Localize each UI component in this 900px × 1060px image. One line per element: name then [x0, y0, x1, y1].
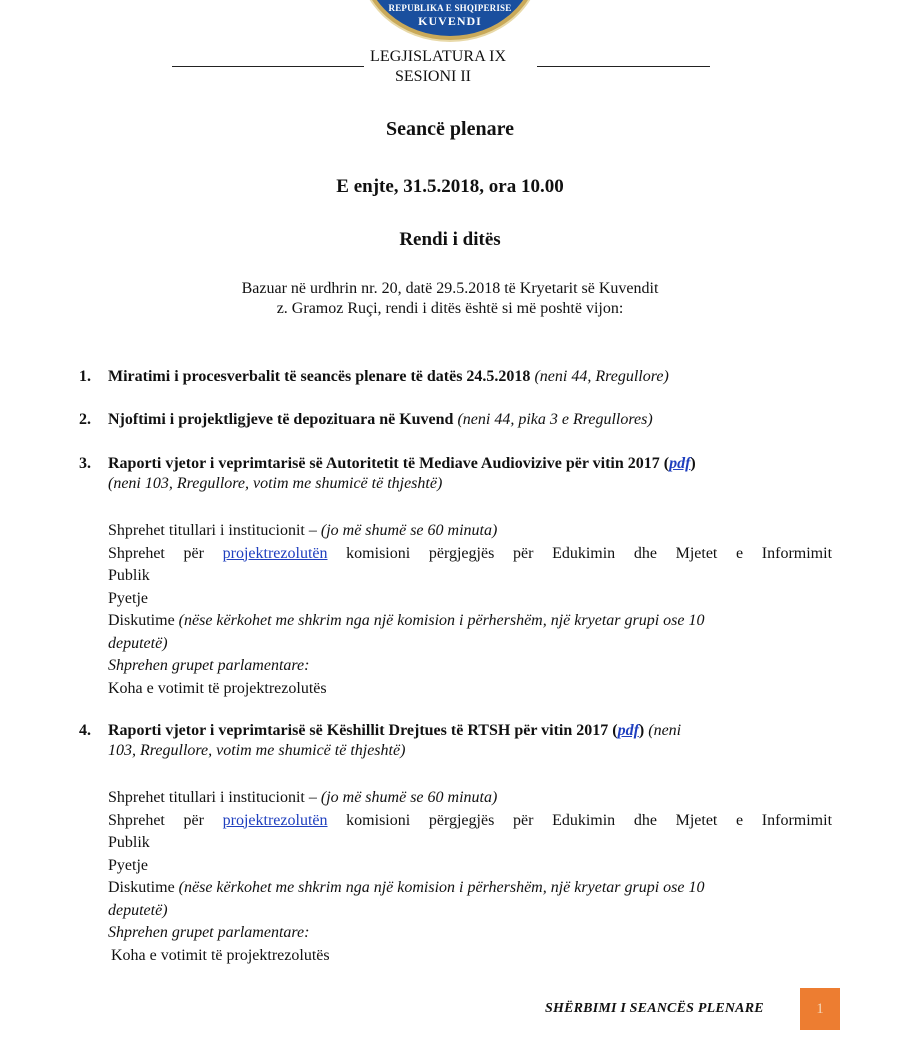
agenda-item-note: (neni 44, Rregullore) [534, 368, 669, 385]
seal-text-republic: REPUBLIKA E SHQIPERISE [388, 3, 512, 13]
footer-service-label: SHËRBIMI I SEANCËS PLENARE [545, 1001, 764, 1016]
agenda-item-title: Raporti vjetor i veprimtarisë së Autoritetit të Mediave Audiovizive për vitin 2017 [108, 455, 660, 472]
date-line: E enjte, 31.5.2018, ora 10.00 [336, 176, 564, 197]
agenda-item-note: (neni 44, pika 3 e Rregullores) [457, 411, 653, 428]
agenda-item-number: 3. [79, 455, 91, 472]
committee-cont: Publik [108, 834, 150, 851]
committee-rest: komisioni përgjegjës për Edukimin dhe Mjetet e Informimit [346, 544, 833, 562]
page-number-badge: 1 [800, 988, 840, 1030]
agenda-item-3: 3. Raporti vjetor i veprimtarisë së Autoritetit të Mediave Audiovizive për vitin 2017 (pdf) (neni 103, Rregullore, votim me shumicë të thjeshtë) [79, 455, 696, 492]
agenda-item-note: (neni [648, 722, 682, 739]
agenda-item-number: 4. [79, 722, 91, 739]
discussion-label: Diskutime [108, 879, 175, 896]
header-rule-left [172, 66, 364, 67]
parliament-seal-logo [360, 0, 540, 40]
vote-label: Koha e votimit të projektrezolutës [111, 946, 330, 964]
header-rule-right [537, 66, 710, 67]
agenda-item-2 [79, 410, 839, 430]
groups-label: Shprehen grupet parlamentare: [108, 924, 310, 941]
document-title: Seancë plenare [386, 118, 514, 140]
agenda-heading: Rendi i ditës [399, 229, 501, 250]
discussion-note-cont: deputetë) [108, 901, 168, 919]
pdf-link[interactable]: pdf [617, 722, 639, 739]
session-label: SESIONI II [395, 68, 471, 85]
agenda-item-number: 2. [79, 411, 91, 428]
discussion-note: (nëse kërkohet me shkrim nga një komision i përhershëm, një kryetar grupi ose 10 [178, 612, 705, 629]
questions-label: Pyetje [108, 589, 148, 607]
agenda-item-4: 4. Raporti vjetor i veprimtarisë së Këshillit Drejtues të RTSH për vitin 2017 (pdf) (neni 103, Rregullore, votim me shumicë të thjeshtë) [79, 722, 682, 759]
speaker-line: Shprehet titullari i institucionit – [108, 789, 317, 806]
discussion-label: Diskutime [108, 612, 175, 629]
projektrezoluten-link[interactable]: projektrezolutën [222, 811, 328, 829]
agenda-item-note: (neni 103, Rregullore, votim me shumicë të thjeshtë) [108, 475, 443, 492]
agenda-item-title: Miratimi i procesverbalit të seancës plenare të datës 24.5.2018 [108, 368, 531, 385]
agenda-item-title: Raporti vjetor i veprimtarisë së Këshillit Drejtues të RTSH për vitin 2017 [108, 722, 609, 739]
agenda-item-number: 1. [79, 368, 91, 385]
agenda-item-note-cont: 103, Rregullore, votim me shumicë të thjeshtë) [108, 742, 406, 759]
legislature-header [0, 46, 900, 68]
questions-label: Pyetje [108, 856, 148, 874]
speaker-note: (jo më shumë se 60 minuta) [320, 789, 498, 806]
speaker-note: (jo më shumë se 60 minuta) [320, 522, 498, 539]
agenda-item-3-details [108, 520, 832, 700]
intro-paragraph [0, 279, 900, 319]
speaker-line: Shprehet titullari i institucionit – [108, 522, 317, 539]
pdf-link[interactable]: pdf [669, 455, 691, 472]
intro-line-1: Bazuar në urdhrin nr. 20, datë 29.5.2018 të Kryetarit së Kuvendit [241, 280, 659, 297]
intro-line-2: z. Gramoz Ruçi, rendi i ditës është si më poshtë vijon: [276, 300, 624, 317]
vote-label: Koha e votimit të projektrezolutës [108, 679, 327, 697]
agenda-item-1 [79, 367, 839, 387]
committee-rest: komisioni përgjegjës për Edukimin dhe Mjetet e Informimit [346, 811, 833, 829]
committee-prefix: Shprehet për [108, 811, 204, 829]
discussion-note-cont: deputetë) [108, 634, 168, 652]
committee-prefix: Shprehet për [108, 544, 204, 562]
committee-cont: Publik [108, 567, 150, 584]
legislature-label: LEGJISLATURA IX [370, 48, 507, 65]
seal-text-kuvendi: KUVENDI [418, 14, 482, 28]
groups-label: Shprehen grupet parlamentare: [108, 657, 310, 674]
agenda-item-4-details [108, 787, 832, 967]
projektrezoluten-link[interactable]: projektrezolutën [222, 544, 328, 562]
discussion-note: (nëse kërkohet me shkrim nga një komision i përhershëm, një kryetar grupi ose 10 [178, 879, 705, 896]
agenda-item-title: Njoftimi i projektligjeve të depozituara në Kuvend [108, 411, 454, 428]
